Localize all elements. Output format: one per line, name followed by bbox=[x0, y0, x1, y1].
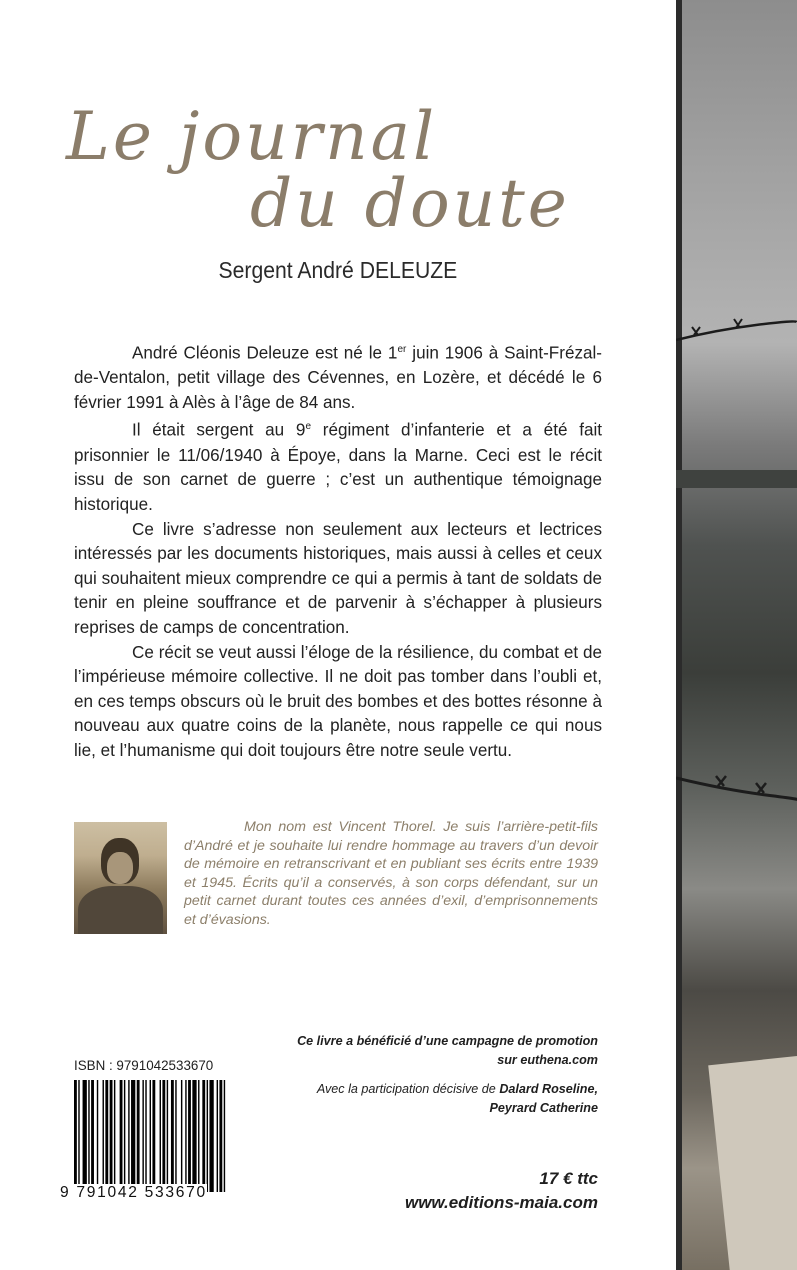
isbn-label: ISBN : 9791042533670 bbox=[74, 1058, 214, 1073]
promo-line1: Ce livre a bénéficié d’une campagne de promotion bbox=[297, 1034, 598, 1048]
barbed-wire-photo bbox=[676, 0, 797, 1270]
summary-paragraph-1: André Cléonis Deleuze est né le 1er juin 1906 à Saint-Frézal-de-Ventalon, petit village des Cévennes, en Lozère, et décédé le 6 février 1991 à Alès à l’âge de 84 ans. bbox=[74, 343, 602, 412]
price: 17 € ttc bbox=[539, 1169, 598, 1188]
publisher-website: www.editions-maia.com bbox=[404, 1193, 598, 1212]
summary-paragraph-2: Il était sergent au 9e régiment d’infanterie et a été fait prisonnier le 11/06/1940 à Époye, dans la Marne. Ceci est le récit issu de son carnet de guerre ; c’est un authentique témoignage historique. bbox=[74, 421, 603, 514]
participation-notice: Avec la participation décisive de Dalard Roseline, Peyrard Catherine bbox=[316, 1082, 598, 1115]
author-bio bbox=[184, 818, 598, 930]
participant-name-2: Peyrard Catherine bbox=[489, 1100, 598, 1115]
participant-name-1: Dalard Roseline, bbox=[499, 1082, 598, 1096]
promo-notice bbox=[258, 1032, 598, 1069]
barcode-digits: 9 791042 533670 bbox=[60, 1184, 207, 1201]
author-name: Sergent André DELEUZE bbox=[218, 257, 458, 283]
summary-paragraph-4: Ce récit se veut aussi l’éloge de la résilience, du combat et de l’impérieuse mémoire collective. Il ne doit pas tomber dans l’oubli et, en ces temps obscurs où le bruit des bombes et des bottes résonne à nouveau aux quatre coins de la planète, nous rappelle ce qui nous lie, et l’humanisme qui doit toujours être notre seule vertu. bbox=[74, 642, 602, 760]
promo-line2: sur euthena.com bbox=[497, 1052, 598, 1067]
soldier-portrait bbox=[74, 822, 167, 934]
book-title-line1: Le journal bbox=[66, 98, 438, 175]
author-bio-text: Mon nom est Vincent Thorel. Je suis l’arrière-petit-fils d’André et je souhaite lui rendre hommage au travers d’un devoir de mémoire en retranscrivant et en publiant ses écrits entre 1939 et 1945. Écrits qu’il a conservés, à son corps défendant, sur un petit carnet durant toutes ces années d’exil, d’emprisonnements et d’évasions. bbox=[184, 819, 598, 928]
summary-paragraph-3: Ce livre s’adresse non seulement aux lecteurs et lectrices intéressés par les documents historiques, mais aussi à celles et ceux qui souhaitent mieux comprendre ce qui a permis à tant de soldats de tenir en pleine souffrance et de parvenir à s’échapper à plusieurs reprises de camps de concentration. bbox=[74, 519, 602, 637]
isbn-barcode bbox=[74, 1080, 228, 1192]
summary-text bbox=[74, 338, 602, 763]
book-title-line2: du doute bbox=[250, 165, 570, 242]
